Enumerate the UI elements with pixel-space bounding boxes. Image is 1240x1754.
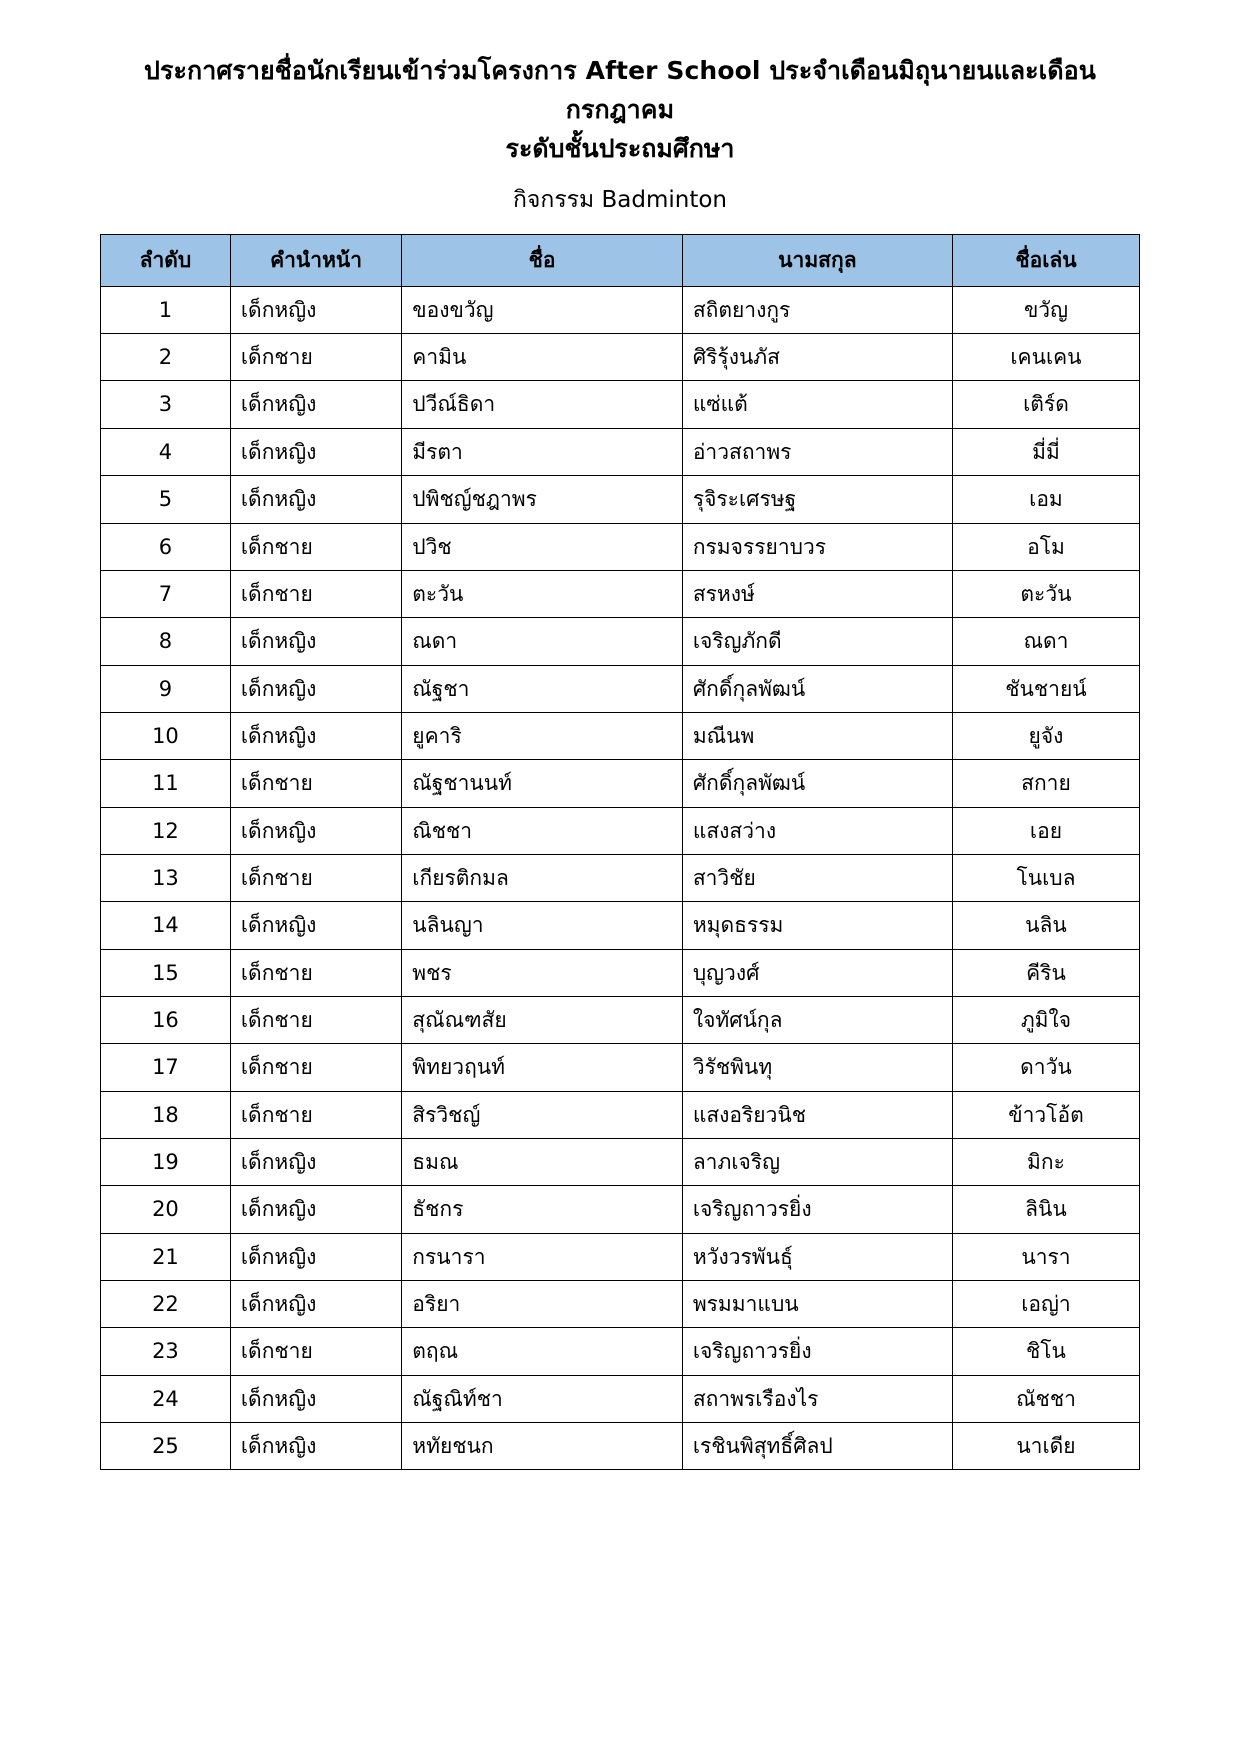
activity-label: กิจกรรม Badminton	[512, 187, 728, 214]
cell-prefix: เด็กชาย	[230, 1328, 401, 1375]
cell-first-name: ณัฐชานนท์	[402, 760, 683, 807]
cell-nickname: ชิโน	[952, 1328, 1139, 1375]
cell-nickname: เอญ่า	[952, 1281, 1139, 1328]
cell-prefix: เด็กหญิง	[230, 476, 401, 523]
cell-nickname: ณัชชา	[952, 1375, 1139, 1422]
cell-prefix: เด็กหญิง	[230, 286, 401, 333]
table-row	[101, 1423, 1140, 1470]
cell-last-name: วิรัชพินทุ	[682, 1044, 952, 1091]
column-header-last-name: นามสกุล	[682, 235, 952, 286]
cell-first-name: พชร	[402, 949, 683, 996]
cell-first-name: ณิชชา	[402, 807, 683, 854]
cell-last-name: พรมมาแบน	[682, 1281, 952, 1328]
cell-nickname: ณดา	[952, 618, 1139, 665]
cell-index: 15	[101, 949, 231, 996]
cell-last-name: สถาพรเรืองไร	[682, 1375, 952, 1422]
table-row	[101, 428, 1140, 475]
cell-index: 10	[101, 712, 231, 759]
cell-nickname: มี่มี่	[952, 428, 1139, 475]
cell-last-name: สรหงษ์	[682, 570, 952, 617]
cell-first-name: ธัชกร	[402, 1186, 683, 1233]
cell-first-name: ปวิช	[402, 523, 683, 570]
cell-last-name: ศักดิ์กุลพัฒน์	[682, 665, 952, 712]
cell-last-name: เจริญภักดี	[682, 618, 952, 665]
cell-index: 18	[101, 1091, 231, 1138]
cell-prefix: เด็กหญิง	[230, 1186, 401, 1233]
cell-last-name: สถิตยางกูร	[682, 286, 952, 333]
page-subtitle: ระดับชั้นประถมศึกษา	[505, 133, 735, 163]
table-row	[101, 1044, 1140, 1091]
cell-index: 25	[101, 1423, 231, 1470]
cell-index: 14	[101, 902, 231, 949]
cell-nickname: เอย	[952, 807, 1139, 854]
cell-index: 11	[101, 760, 231, 807]
table-row	[101, 902, 1140, 949]
table-header-row	[101, 235, 1140, 286]
cell-last-name: ศักดิ์กุลพัฒน์	[682, 760, 952, 807]
cell-nickname: นารา	[952, 1233, 1139, 1280]
cell-index: 1	[101, 286, 231, 333]
cell-first-name: ตฤณ	[402, 1328, 683, 1375]
cell-index: 7	[101, 570, 231, 617]
cell-first-name: ณัฐชา	[402, 665, 683, 712]
cell-index: 13	[101, 854, 231, 901]
cell-nickname: คีริน	[952, 949, 1139, 996]
cell-prefix: เด็กหญิง	[230, 1233, 401, 1280]
cell-last-name: กรมจรรยาบวร	[682, 523, 952, 570]
cell-first-name: ตะวัน	[402, 570, 683, 617]
cell-prefix: เด็กหญิง	[230, 428, 401, 475]
column-header-nickname: ชื่อเล่น	[952, 235, 1139, 286]
cell-first-name: ปวีณ์ธิดา	[402, 381, 683, 428]
cell-prefix: เด็กหญิง	[230, 1423, 401, 1470]
cell-prefix: เด็กชาย	[230, 1091, 401, 1138]
cell-first-name: อริยา	[402, 1281, 683, 1328]
cell-first-name: คามิน	[402, 334, 683, 381]
cell-last-name: รุจิระเศรษฐ	[682, 476, 952, 523]
cell-last-name: แซ่แต้	[682, 381, 952, 428]
cell-prefix: เด็กหญิง	[230, 1375, 401, 1422]
table-row	[101, 1328, 1140, 1375]
cell-index: 17	[101, 1044, 231, 1091]
cell-index: 5	[101, 476, 231, 523]
cell-first-name: ณดา	[402, 618, 683, 665]
column-header-prefix: คำนำหน้า	[230, 235, 401, 286]
cell-prefix: เด็กชาย	[230, 1044, 401, 1091]
cell-last-name: หมุดธรรม	[682, 902, 952, 949]
cell-index: 4	[101, 428, 231, 475]
table-row	[101, 476, 1140, 523]
cell-index: 24	[101, 1375, 231, 1422]
cell-last-name: สาวิชัย	[682, 854, 952, 901]
cell-nickname: นลิน	[952, 902, 1139, 949]
cell-first-name: ยูคาริ	[402, 712, 683, 759]
cell-last-name: เจริญถาวรยิ่ง	[682, 1186, 952, 1233]
cell-first-name: มีรตา	[402, 428, 683, 475]
cell-first-name: เกียรติกมล	[402, 854, 683, 901]
cell-prefix: เด็กชาย	[230, 570, 401, 617]
cell-first-name: หทัยชนก	[402, 1423, 683, 1470]
cell-last-name: ศิริรุ้งนภัส	[682, 334, 952, 381]
cell-last-name: ลาภเจริญ	[682, 1138, 952, 1185]
cell-last-name: ใจทัศน์กุล	[682, 996, 952, 1043]
cell-last-name: มณีนพ	[682, 712, 952, 759]
cell-index: 2	[101, 334, 231, 381]
student-roster-table	[100, 234, 1140, 1470]
table-row	[101, 381, 1140, 428]
cell-prefix: เด็กหญิง	[230, 712, 401, 759]
cell-index: 6	[101, 523, 231, 570]
cell-index: 16	[101, 996, 231, 1043]
cell-last-name: อ่าวสถาพร	[682, 428, 952, 475]
table-row	[101, 1233, 1140, 1280]
cell-nickname: เอม	[952, 476, 1139, 523]
cell-prefix: เด็กหญิง	[230, 807, 401, 854]
page-title: ประกาศรายชื่อนักเรียนเข้าร่วมโครงการ After School ประจำเดือนมิถุนายนและเดือนกรกฎาคม	[144, 56, 1096, 124]
cell-prefix: เด็กหญิง	[230, 1138, 401, 1185]
cell-nickname: สกาย	[952, 760, 1139, 807]
cell-nickname: เติร์ด	[952, 381, 1139, 428]
cell-index: 22	[101, 1281, 231, 1328]
cell-nickname: ภูมิใจ	[952, 996, 1139, 1043]
cell-prefix: เด็กหญิง	[230, 1281, 401, 1328]
table-row	[101, 807, 1140, 854]
cell-last-name: เรชินพิสุทธิ์ศิลป	[682, 1423, 952, 1470]
table-row	[101, 618, 1140, 665]
cell-prefix: เด็กชาย	[230, 854, 401, 901]
cell-first-name: ธมณ	[402, 1138, 683, 1185]
cell-index: 12	[101, 807, 231, 854]
cell-first-name: ปพิชญ์ชฎาพร	[402, 476, 683, 523]
cell-last-name: เจริญถาวรยิ่ง	[682, 1328, 952, 1375]
cell-nickname: เคนเคน	[952, 334, 1139, 381]
cell-first-name: กรนารา	[402, 1233, 683, 1280]
cell-prefix: เด็กหญิง	[230, 618, 401, 665]
cell-first-name: พิทยวฤนท์	[402, 1044, 683, 1091]
table-row	[101, 1186, 1140, 1233]
cell-last-name: แสงอริยวนิช	[682, 1091, 952, 1138]
cell-nickname: ชันชายน์	[952, 665, 1139, 712]
cell-index: 8	[101, 618, 231, 665]
cell-index: 20	[101, 1186, 231, 1233]
table-row	[101, 334, 1140, 381]
cell-nickname: ข้าวโอ้ต	[952, 1091, 1139, 1138]
cell-prefix: เด็กหญิง	[230, 381, 401, 428]
table-row	[101, 286, 1140, 333]
cell-first-name: สิรวิชญ์	[402, 1091, 683, 1138]
table-row	[101, 665, 1140, 712]
cell-index: 9	[101, 665, 231, 712]
cell-prefix: เด็กชาย	[230, 334, 401, 381]
table-row	[101, 949, 1140, 996]
cell-prefix: เด็กชาย	[230, 523, 401, 570]
table-row	[101, 760, 1140, 807]
cell-prefix: เด็กชาย	[230, 949, 401, 996]
cell-nickname: ลินิน	[952, 1186, 1139, 1233]
table-row	[101, 712, 1140, 759]
column-header-first-name: ชื่อ	[402, 235, 683, 286]
cell-prefix: เด็กหญิง	[230, 902, 401, 949]
cell-first-name: ของขวัญ	[402, 286, 683, 333]
cell-nickname: มิกะ	[952, 1138, 1139, 1185]
column-header-index: ลำดับ	[101, 235, 231, 286]
table-row	[101, 1375, 1140, 1422]
cell-nickname: นาเดีย	[952, 1423, 1139, 1470]
table-row	[101, 570, 1140, 617]
cell-index: 21	[101, 1233, 231, 1280]
cell-index: 19	[101, 1138, 231, 1185]
table-row	[101, 1091, 1140, 1138]
cell-nickname: ตะวัน	[952, 570, 1139, 617]
cell-nickname: ขวัญ	[952, 286, 1139, 333]
cell-nickname: โนเบล	[952, 854, 1139, 901]
cell-nickname: อโม	[952, 523, 1139, 570]
cell-first-name: นลินญา	[402, 902, 683, 949]
table-row	[101, 523, 1140, 570]
cell-prefix: เด็กหญิง	[230, 665, 401, 712]
cell-prefix: เด็กชาย	[230, 996, 401, 1043]
table-row	[101, 1281, 1140, 1328]
table-row	[101, 1138, 1140, 1185]
cell-prefix: เด็กชาย	[230, 760, 401, 807]
table-row	[101, 996, 1140, 1043]
cell-last-name: บุญวงศ์	[682, 949, 952, 996]
cell-first-name: ณัฐณิท์ชา	[402, 1375, 683, 1422]
table-row	[101, 854, 1140, 901]
cell-nickname: ยูจัง	[952, 712, 1139, 759]
cell-nickname: ดาวัน	[952, 1044, 1139, 1091]
cell-last-name: แสงสว่าง	[682, 807, 952, 854]
cell-first-name: สุณัณฑสัย	[402, 996, 683, 1043]
cell-index: 3	[101, 381, 231, 428]
cell-index: 23	[101, 1328, 231, 1375]
cell-last-name: หวังวรพันธุ์	[682, 1233, 952, 1280]
